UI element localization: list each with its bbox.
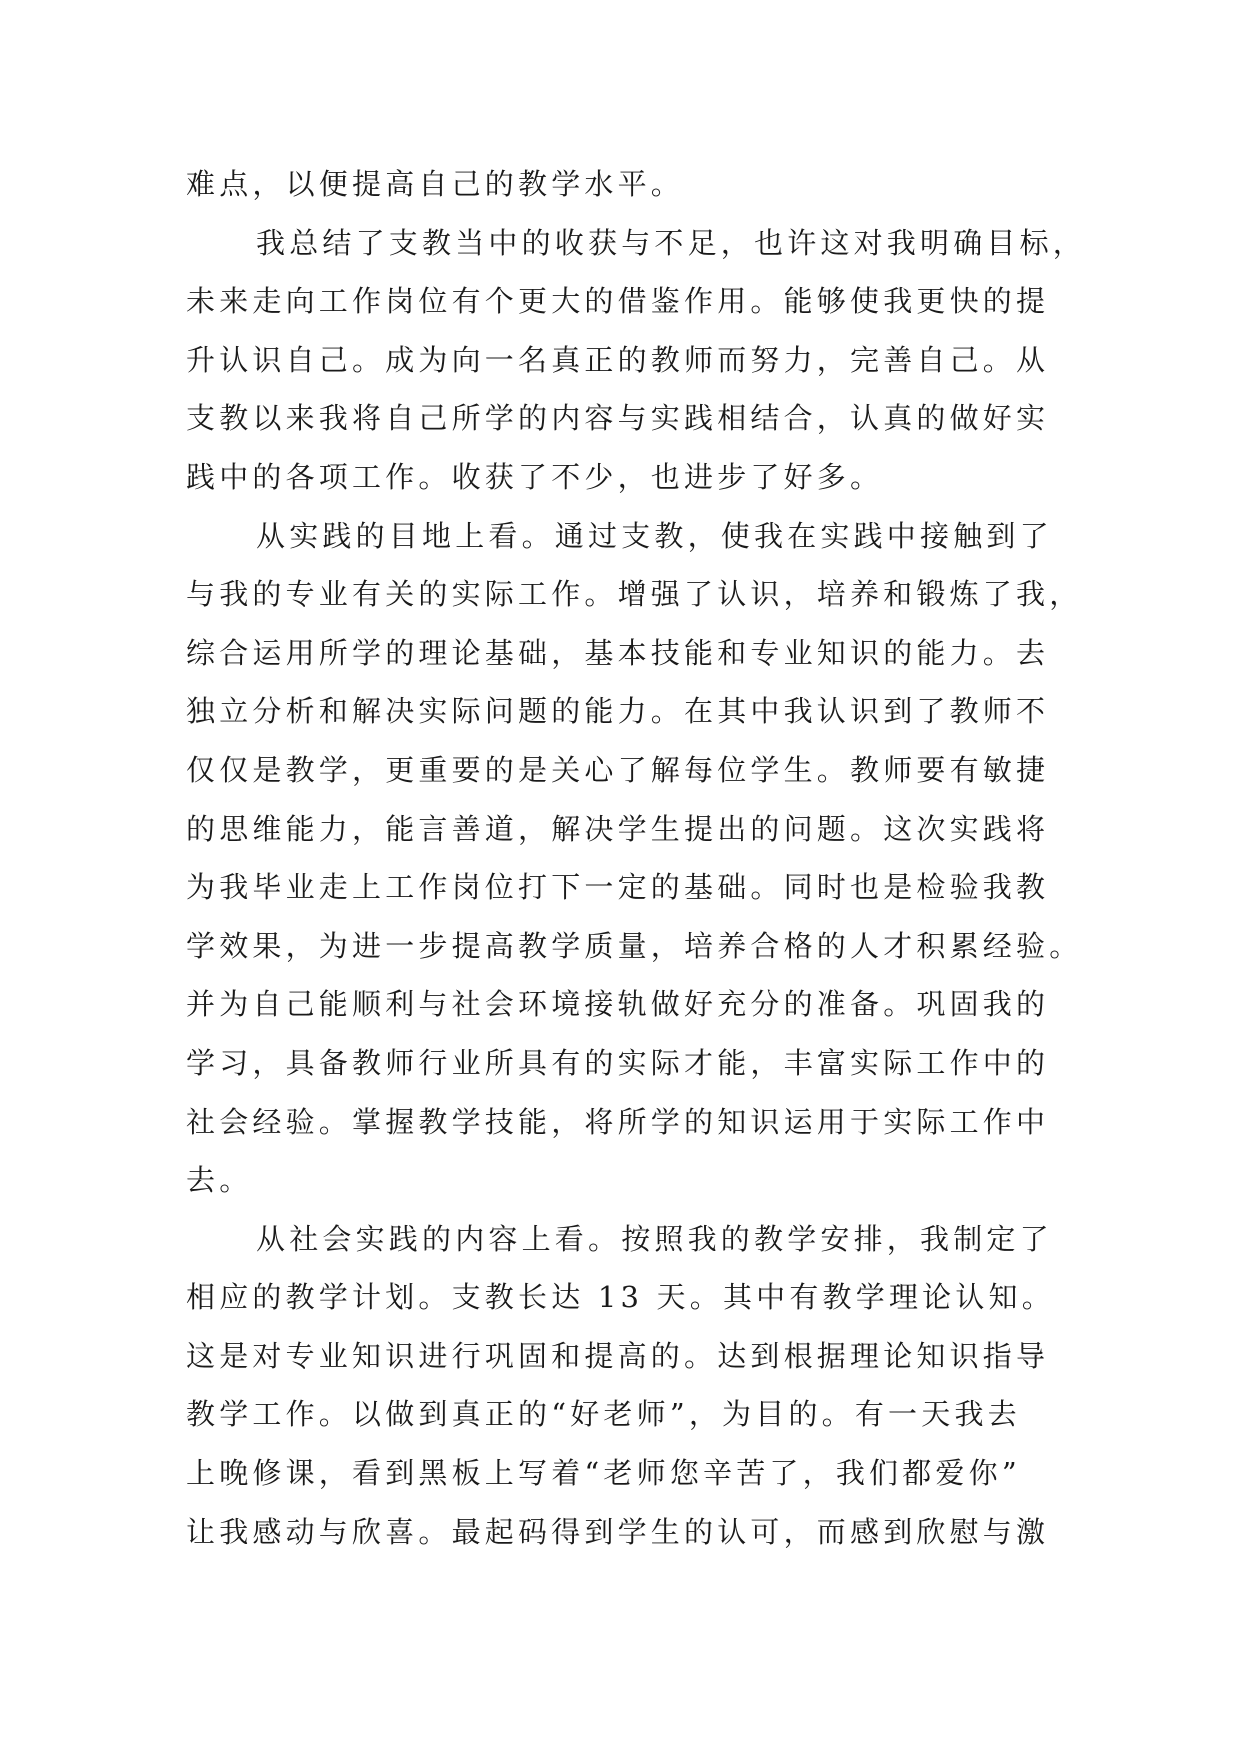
text-line: 升认识自己。成为向一名真正的教师而努力，完善自己。从 bbox=[186, 342, 1050, 377]
text-line: 这是对专业知识进行巩固和提高的。达到根据理论知识指导 bbox=[186, 1338, 1050, 1373]
text-line: 从实践的目地上看。通过支教，使我在实践中接触到了 bbox=[256, 518, 1053, 553]
text-line: 相应的教学计划。支教长达 13 天。其中有教学理论认知。 bbox=[186, 1280, 1055, 1315]
text-line: 与我的专业有关的实际工作。增强了认识，培养和锻炼了我， bbox=[186, 577, 1083, 612]
text-line: 支教以来我将自己所学的内容与实践相结合，认真的做好实 bbox=[186, 401, 1050, 436]
text-line: 学习，具备教师行业所具有的实际才能，丰富实际工作中的 bbox=[186, 1045, 1050, 1080]
text-line: 我总结了支教当中的收获与不足，也许这对我明确目标， bbox=[256, 225, 1087, 260]
text-line: 从社会实践的内容上看。按照我的教学安排，我制定了 bbox=[256, 1221, 1053, 1256]
text-line: 学效果，为进一步提高教学质量，培养合格的人才积累经验。 bbox=[186, 928, 1083, 963]
text-line: 难点，以便提高自己的教学水平。 bbox=[186, 167, 685, 201]
text-line: 让我感动与欣喜。最起码得到学生的认可，而感到欣慰与激 bbox=[186, 1514, 1050, 1549]
text-line: 独立分析和解决实际问题的能力。在其中我认识到了教师不 bbox=[186, 694, 1050, 729]
text-line: 上晚修课，看到黑板上写着“老师您辛苦了，我们都爱你” bbox=[186, 1456, 1021, 1491]
text-line: 为我毕业走上工作岗位打下一定的基础。同时也是检验我教 bbox=[186, 870, 1050, 905]
text-line: 仅仅是教学，更重要的是关心了解每位学生。教师要有敏捷 bbox=[186, 752, 1050, 787]
text-line: 综合运用所学的理论基础，基本技能和专业知识的能力。去 bbox=[186, 635, 1050, 670]
text-line: 教学工作。以做到真正的“好老师”，为目的。有一天我去 bbox=[186, 1397, 1021, 1432]
document-body bbox=[186, 155, 1087, 1561]
text-line: 的思维能力，能言善道，解决学生提出的问题。这次实践将 bbox=[186, 811, 1050, 846]
text-line: 社会经验。掌握教学技能，将所学的知识运用于实际工作中 bbox=[186, 1104, 1050, 1139]
text-line: 并为自己能顺利与社会环境接轨做好充分的准备。巩固我的 bbox=[186, 987, 1050, 1022]
text-line: 未来走向工作岗位有个更大的借鉴作用。能够使我更快的提 bbox=[186, 284, 1050, 319]
text-line: 去。 bbox=[186, 1163, 253, 1198]
text-line: 践中的各项工作。收获了不少，也进步了好多。 bbox=[186, 459, 884, 494]
